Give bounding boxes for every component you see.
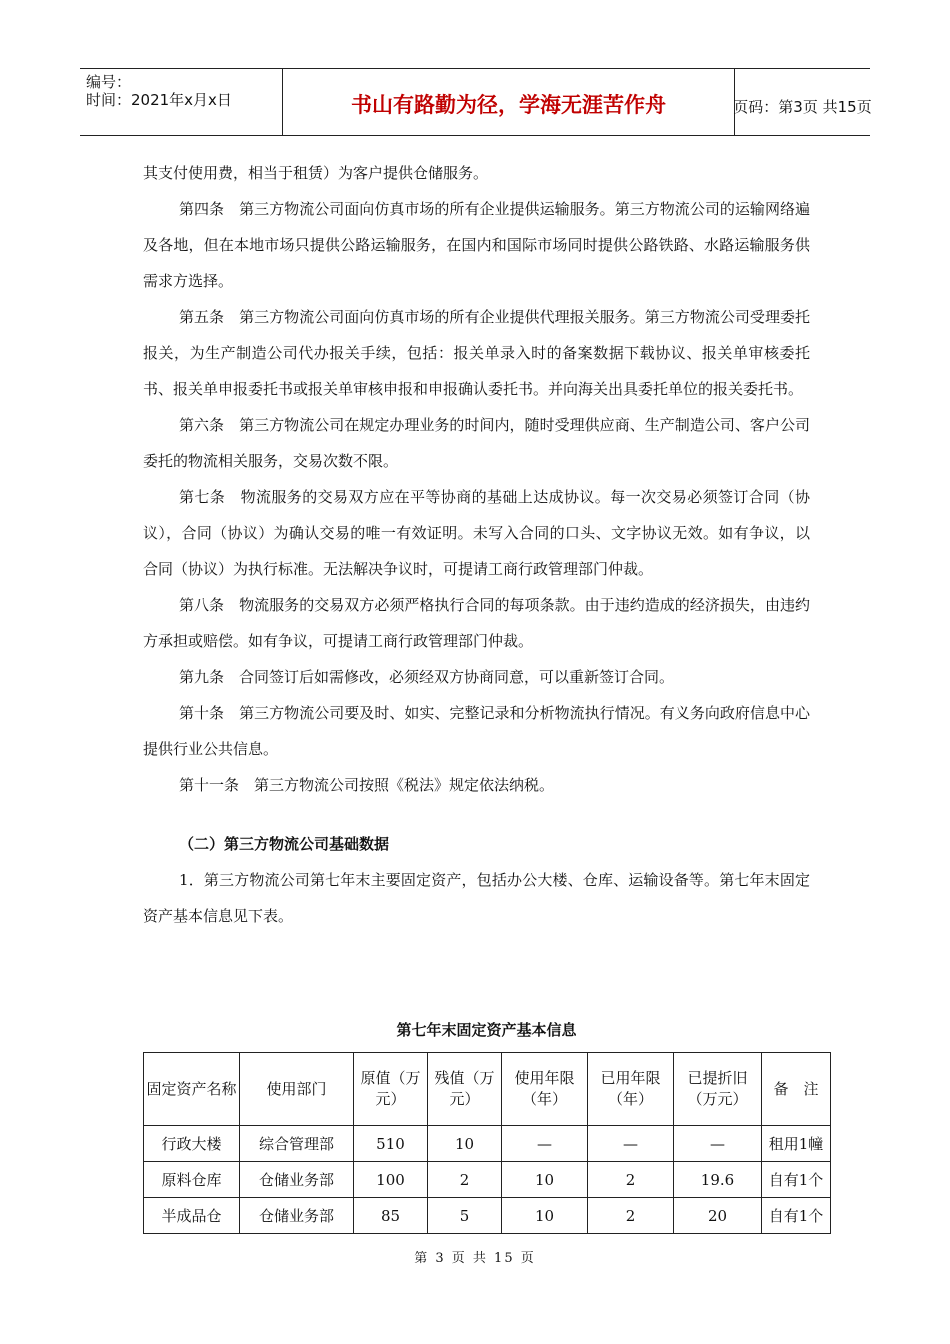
- table-title: 第七年末固定资产基本信息: [396, 1021, 577, 1039]
- document-body: [143, 155, 810, 934]
- table-cell: 2: [428, 1162, 502, 1198]
- table-cell: —: [588, 1126, 674, 1162]
- table-cell: 10: [502, 1198, 588, 1234]
- table-row: [144, 1198, 831, 1234]
- table-cell: 自有1个: [762, 1198, 831, 1234]
- table-cell: 仓储业务部: [240, 1198, 354, 1234]
- table-cell: 自有1个: [762, 1162, 831, 1198]
- paragraph-article-8: 第八条 物流服务的交易双方必须严格执行合同的每项条款。由于违约造成的经济损失，由违约方承担或赔偿。如有争议，可提请工商行政管理部门仲裁。: [143, 596, 810, 650]
- paragraph-article-7: 第七条 物流服务的交易双方应在平等协商的基础上达成协议。每一次交易必须签订合同（协议），合同（协议）为确认交易的唯一有效证明。未写入合同的口头、文字协议无效。如有争议，以合同（协议）为执行标准。无法解决争议时，可提请工商行政管理部门仲裁。: [143, 488, 810, 578]
- table-cell: 10: [428, 1126, 502, 1162]
- table-cell: 5: [428, 1198, 502, 1234]
- table-cell: 2: [588, 1162, 674, 1198]
- table-cell: —: [674, 1126, 762, 1162]
- header-cell: 使用年限（年）: [502, 1053, 588, 1126]
- table-cell: 20: [674, 1198, 762, 1234]
- paragraph-article-11: 第十一条 第三方物流公司按照《税法》规定依法纳税。: [179, 776, 555, 794]
- table-cell: —: [502, 1126, 588, 1162]
- header-cell: 已用年限（年）: [588, 1053, 674, 1126]
- header-cell: 残值（万元）: [428, 1053, 502, 1126]
- header-time: 时间：2021年x月x日: [86, 91, 232, 109]
- page-footer: 第 3 页 共 15 页: [414, 1251, 536, 1266]
- header-cell: 备 注: [762, 1053, 831, 1126]
- paragraph-article-10: 第十条 第三方物流公司要及时、如实、完整记录和分析物流执行情况。有义务向政府信息中心提供行业公共信息。: [143, 704, 810, 758]
- table-cell: 510: [354, 1126, 428, 1162]
- header-cell: 原值（万元）: [354, 1053, 428, 1126]
- header-cell: 使用部门: [240, 1053, 354, 1126]
- table-intro: 1．第三方物流公司第七年末主要固定资产，包括办公大楼、仓库、运输设备等。第七年末固定资产基本信息见下表。: [143, 871, 810, 925]
- paragraph-article-9: 第九条 合同签订后如需修改，必须经双方协商同意，可以重新签订合同。: [179, 668, 675, 686]
- paragraph-article-4: 第四条 第三方物流公司面向仿真市场的所有企业提供运输服务。第三方物流公司的运输网络遍及各地，但在本地市场只提供公路运输服务，在国内和国际市场同时提供公路铁路、水路运输服务供需求方选择。: [143, 200, 810, 290]
- table-header-row: [144, 1053, 831, 1126]
- table-cell: 半成品仓: [144, 1198, 240, 1234]
- fixed-assets-table: [143, 1052, 831, 1234]
- table-cell: 行政大楼: [144, 1126, 240, 1162]
- table-cell: 综合管理部: [240, 1126, 354, 1162]
- table-row: [144, 1126, 831, 1162]
- header-cell: 固定资产名称: [144, 1053, 240, 1126]
- table-cell: 租用1幢: [762, 1126, 831, 1162]
- table-cell: 仓储业务部: [240, 1162, 354, 1198]
- header-cell: 已提折旧（万元）: [674, 1053, 762, 1126]
- table-cell: 85: [354, 1198, 428, 1234]
- page-header: [80, 68, 870, 136]
- section-title: （二）第三方物流公司基础数据: [179, 835, 390, 853]
- table-cell: 原料仓库: [144, 1162, 240, 1198]
- paragraph: 其支付使用费，相当于租赁）为客户提供仓储服务。: [143, 164, 489, 182]
- paragraph-article-6: 第六条 第三方物流公司在规定办理业务的时间内，随时受理供应商、生产制造公司、客户公司委托的物流相关服务，交易次数不限。: [143, 416, 810, 470]
- table-cell: 10: [502, 1162, 588, 1198]
- table-cell: 19.6: [674, 1162, 762, 1198]
- header-number: 编号：: [86, 73, 132, 91]
- table-row: [144, 1162, 831, 1198]
- table-cell: 100: [354, 1162, 428, 1198]
- header-motto: 书山有路勤为径，学海无涯苦作舟: [283, 69, 735, 135]
- paragraph-article-5: 第五条 第三方物流公司面向仿真市场的所有企业提供代理报关服务。第三方物流公司受理委托报关，为生产制造公司代办报关手续，包括：报关单录入时的备案数据下载协议、报关单审核委托书、报关单申报委托书或报关单审核申报和申报确认委托书。并向海关出具委托单位的报关委托书。: [143, 308, 810, 398]
- table-cell: 2: [588, 1198, 674, 1234]
- header-info: [80, 69, 283, 135]
- header-page-info: 页码：第3页 共15页: [733, 97, 872, 116]
